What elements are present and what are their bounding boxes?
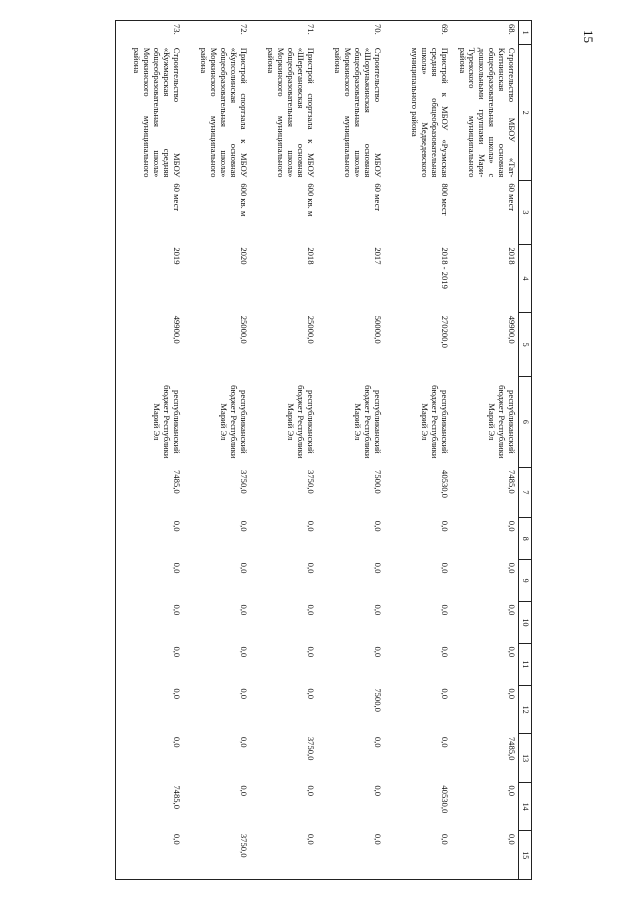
period-cell: 2020 bbox=[239, 247, 249, 265]
year-value-cell: 0,0 bbox=[451, 831, 519, 880]
year-value-cell: 0,0 bbox=[306, 646, 316, 658]
year-value-cell: 40530,0 bbox=[440, 785, 450, 814]
program-table bbox=[115, 20, 532, 880]
column-header: 11 bbox=[519, 643, 532, 685]
funding-source-cell: республиканский бюджет Республики Марий Эл bbox=[353, 385, 383, 459]
year-value-cell: 0,0 bbox=[306, 562, 316, 574]
year-value-cell: 0,0 bbox=[306, 520, 316, 532]
period-cell: 2018 bbox=[507, 247, 517, 265]
year-value-cell: 0,0 bbox=[239, 562, 249, 574]
year-value-cell: 0,0 bbox=[239, 736, 249, 748]
year-value-cell: 3750,0 bbox=[183, 831, 250, 880]
table-row bbox=[384, 21, 451, 880]
year-value-cell: 0,0 bbox=[507, 520, 517, 532]
year-value-cell: 0,0 bbox=[440, 688, 450, 700]
year-value-cell: 0,0 bbox=[116, 831, 184, 880]
funding-source-cell: республиканский бюджет Республики Марий Эл bbox=[116, 377, 184, 467]
cost-cell: 49900,0 bbox=[507, 315, 517, 344]
total-cell: 3750,0 bbox=[239, 470, 249, 494]
year-value-cell: 0,0 bbox=[373, 520, 383, 532]
year-value-cell: 0,0 bbox=[116, 643, 184, 685]
year-value-cell: 0,0 bbox=[373, 736, 383, 748]
capacity-cell: 60 мест bbox=[373, 183, 383, 212]
funding-source-cell: республиканский бюджет Республики Марий Эл bbox=[219, 385, 249, 459]
table-row bbox=[250, 21, 317, 880]
year-value-cell: 0,0 bbox=[116, 560, 184, 602]
row-number: 70. bbox=[317, 21, 384, 45]
object-name: Строительство МБОУ «Тат-Китнинская основная общеобразовательная школа» с дошкольными группами Мари-Турекского муниципального района bbox=[457, 47, 517, 178]
year-value-cell: 3750,0 bbox=[306, 736, 316, 761]
capacity-cell: 600 кв. м bbox=[306, 183, 316, 217]
table-row bbox=[183, 21, 250, 880]
year-value-cell: 0,0 bbox=[239, 785, 249, 797]
cost-cell: 25000,0 bbox=[239, 315, 249, 344]
period-cell: 2018 bbox=[306, 247, 316, 265]
object-name: Пристрой к МБОУ «Руэмская средняя общеобразовательная школа» Медведевского муниципального района bbox=[410, 47, 450, 178]
object-name: Строительство МБОУ «Шоруньжинская основная общеобразовательная школа» Моркинского муниципального района bbox=[333, 47, 383, 178]
year-value-cell: 0,0 bbox=[440, 520, 450, 532]
column-header: 14 bbox=[519, 782, 532, 831]
year-value-cell: 0,0 bbox=[440, 646, 450, 658]
year-value-cell: 0,0 bbox=[373, 646, 383, 658]
rotated-table-container bbox=[112, 20, 532, 880]
row-number: 71. bbox=[250, 21, 317, 45]
year-value-cell: 0,0 bbox=[384, 831, 451, 880]
funding-source-cell: республиканский бюджет Республики Марий Эл bbox=[420, 385, 450, 459]
column-number-row bbox=[519, 21, 532, 880]
column-header: 6 bbox=[519, 377, 532, 467]
year-value-cell: 0,0 bbox=[116, 734, 184, 783]
column-header: 15 bbox=[519, 831, 532, 880]
row-number: 72. bbox=[183, 21, 250, 45]
year-value-cell: 0,0 bbox=[373, 604, 383, 616]
column-header: 2 bbox=[519, 45, 532, 181]
year-value-cell: 0,0 bbox=[239, 646, 249, 658]
year-value-cell: 0,0 bbox=[373, 562, 383, 574]
year-value-cell: 7485,0 bbox=[116, 782, 184, 831]
column-header: 13 bbox=[519, 734, 532, 783]
cost-cell: 25000,0 bbox=[306, 315, 316, 344]
column-header: 3 bbox=[519, 180, 532, 244]
page-number: 15 bbox=[581, 30, 596, 43]
row-number: 69. bbox=[384, 21, 451, 45]
column-header: 8 bbox=[519, 518, 532, 560]
column-header: 9 bbox=[519, 560, 532, 602]
row-number: 73. bbox=[116, 21, 184, 45]
row-number: 68. bbox=[451, 21, 519, 45]
period-cell: 2019 bbox=[116, 244, 184, 312]
year-value-cell: 0,0 bbox=[373, 785, 383, 797]
object-name: Строительство МБОУ «Кужмарская средняя общеобразовательная школа» Моркинского муниципального района bbox=[116, 45, 184, 181]
period-cell: 2017 bbox=[373, 247, 383, 265]
year-value-cell: 0,0 bbox=[306, 604, 316, 616]
total-cell: 7500,0 bbox=[373, 470, 383, 494]
year-value-cell: 0,0 bbox=[440, 604, 450, 616]
capacity-cell: 60 мест bbox=[116, 180, 184, 244]
object-name: Пристрой спортзала к МБОУ «Шерегановская основная общеобразовательная школа» Моркинского муниципального района bbox=[266, 47, 316, 178]
year-value-cell: 0,0 bbox=[116, 685, 184, 734]
column-header: 1 bbox=[519, 21, 532, 45]
column-header: 5 bbox=[519, 313, 532, 377]
column-header: 12 bbox=[519, 685, 532, 734]
cost-cell: 270200,0 bbox=[440, 315, 450, 348]
year-value-cell: 0,0 bbox=[116, 602, 184, 644]
column-header: 4 bbox=[519, 244, 532, 312]
year-value-cell: 7485,0 bbox=[507, 736, 517, 761]
year-value-cell: 0,0 bbox=[239, 520, 249, 532]
year-value-cell: 0,0 bbox=[507, 785, 517, 797]
capacity-cell: 800 мест bbox=[440, 183, 450, 216]
year-value-cell: 0,0 bbox=[306, 785, 316, 797]
year-value-cell: 0,0 bbox=[507, 646, 517, 658]
cost-cell: 50000,0 bbox=[373, 315, 383, 344]
funding-source-cell: республиканский бюджет Республики Марий Эл bbox=[487, 385, 517, 459]
period-cell: 2018 - 2019 bbox=[440, 247, 450, 289]
year-value-cell: 0,0 bbox=[116, 518, 184, 560]
total-cell: 7485,0 bbox=[116, 467, 184, 518]
table-row bbox=[317, 21, 384, 880]
capacity-cell: 60 мест bbox=[507, 183, 517, 212]
year-value-cell: 7500,0 bbox=[373, 688, 383, 712]
table-row bbox=[451, 21, 519, 880]
year-value-cell: 0,0 bbox=[507, 688, 517, 700]
year-value-cell: 0,0 bbox=[306, 688, 316, 700]
capacity-cell: 600 кв. м bbox=[239, 183, 249, 217]
total-cell: 7485,0 bbox=[507, 470, 517, 494]
year-value-cell: 0,0 bbox=[239, 604, 249, 616]
year-value-cell: 0,0 bbox=[507, 562, 517, 574]
column-header: 7 bbox=[519, 467, 532, 518]
total-cell: 40530,0 bbox=[440, 470, 450, 498]
year-value-cell: 0,0 bbox=[250, 831, 317, 880]
column-header: 10 bbox=[519, 602, 532, 644]
funding-source-cell: республиканский бюджет Республики Марий Эл bbox=[286, 385, 316, 459]
year-value-cell: 0,0 bbox=[317, 831, 384, 880]
year-value-cell: 0,0 bbox=[507, 604, 517, 616]
cost-cell: 49900,0 bbox=[116, 313, 184, 377]
total-cell: 3750,0 bbox=[306, 470, 316, 494]
year-value-cell: 0,0 bbox=[440, 736, 450, 748]
year-value-cell: 0,0 bbox=[239, 688, 249, 700]
year-value-cell: 0,0 bbox=[440, 562, 450, 574]
table-row bbox=[116, 21, 184, 880]
object-name: Пристрой спортзала к МБОУ «Купсолинская основная общеобразовательная школа» Моркинского муниципального района bbox=[199, 47, 249, 178]
